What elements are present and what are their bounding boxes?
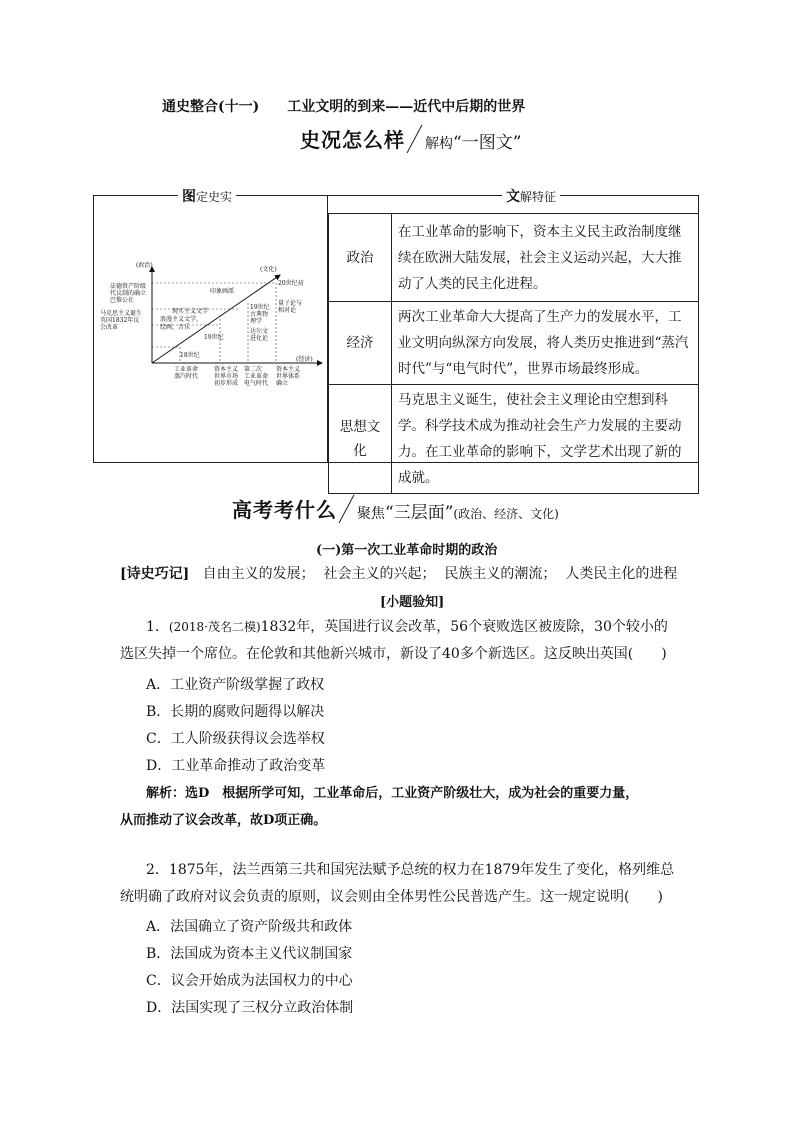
feature-row-politics	[329, 214, 699, 302]
question-1-stem-line1	[146, 614, 668, 641]
feature-row-culture	[329, 385, 699, 494]
section-heading: (一)第一次工业革命时期的政治	[316, 543, 498, 558]
economy-labels	[174, 365, 300, 387]
relativity-label-b: 相对论	[278, 307, 297, 314]
economy-label-4a: 资本主义	[276, 366, 301, 373]
banner2-subtitle-paren: (政治、经济、文化)	[453, 507, 559, 521]
mnemonic-item: 社会主义的兴起；	[323, 566, 436, 582]
mnemonic-item: 自由主义的发展；	[202, 566, 315, 582]
politics-label-1c: 巴黎公社	[110, 297, 135, 304]
c18-label: 18世纪	[180, 352, 200, 359]
left-section-rest: 定史实	[196, 190, 233, 204]
right-section-rest: 解特征	[520, 190, 557, 204]
left-section-lead: 图	[182, 189, 196, 205]
question-number: 1．	[146, 619, 169, 635]
question-2-option-d[interactable]: D．法国实现了三权分立政治体制	[146, 1000, 354, 1016]
politics-label-2c: 会改革	[100, 324, 119, 331]
question-1-stem-line2: 选区失掉一个席位。在伦敦和其他新兴城市，新设了40多个新选区。这反映出英国( )	[120, 646, 667, 662]
c20-label: 20世纪初	[278, 280, 304, 287]
course-title: 通史整合(十一) 工业文明的到来——近代中后期的世界	[162, 99, 526, 115]
history-diagram	[100, 255, 324, 395]
question-2-option-a[interactable]: A．法国确立了资产阶级共和政体	[146, 919, 353, 935]
banner-subtitle-emphasis: “一图文”	[453, 133, 522, 153]
banner-subtitle	[425, 128, 521, 153]
feature-table	[328, 213, 699, 494]
darwin-label-a: 达尔文	[250, 328, 269, 335]
question-number: 2．	[146, 862, 169, 878]
banner2-slash-divider	[339, 495, 355, 523]
c19-classical-label-a: 19世纪	[250, 304, 270, 311]
politics-axis-label: (政治)	[136, 262, 153, 269]
politics-label-1a: 法德资产阶级	[110, 283, 147, 290]
politics-label-2b: 英国1832年议	[100, 317, 140, 324]
right-section-title	[502, 186, 560, 206]
banner2-main-title: 高考考什么	[232, 498, 337, 522]
economy-axis-label: (经济)	[296, 356, 313, 363]
question-1-option-a[interactable]: A．工业资产阶级掌握了政权	[146, 677, 325, 693]
question-1-analysis-line2: 从而推动了议会改革，故D项正确。	[120, 813, 327, 828]
question-2-option-b[interactable]: B．法国成为资本主义代议制国家	[146, 946, 353, 962]
feature-text: 两次工业革命大大提高了生产力的发展水平，工业文明向纵深方向发展，将人类历史推进到“蒸汽时代”与“电气时代”，世界市场最终形成。	[392, 302, 699, 385]
question-2-stem-line1	[146, 857, 674, 884]
left-section-title	[178, 186, 236, 206]
mnemonic-line	[120, 561, 677, 588]
impressionism-label: 印象画派	[210, 288, 235, 295]
feature-category: 政治	[329, 214, 392, 302]
question-stem: 1832年，英国进行议会改革，56个衰败选区被废除，30个较小的	[260, 619, 668, 635]
right-section-lead: 文	[506, 189, 520, 205]
banner2-subtitle-emphasis: “三层面”	[385, 503, 454, 523]
feature-category: 经济	[329, 302, 392, 385]
feature-category: 思想文化	[329, 385, 392, 494]
politics-label-1b: 代议制的确立	[110, 290, 147, 297]
banner-section-2	[232, 494, 559, 523]
economy-label-3b: 工业革命	[244, 373, 269, 380]
economy-label-1a: 工业革命	[174, 366, 199, 373]
realism-label-b: 浪漫主义文学、	[160, 316, 203, 323]
relativity-label-a: 量子论与	[278, 300, 303, 307]
banner-slash-divider	[407, 125, 423, 153]
darwin-label-b: 进化论	[250, 335, 269, 342]
question-2-option-c[interactable]: C．议会开始成为法国权力的中心	[146, 973, 353, 989]
question-source: (2018·茂名二模)	[168, 620, 261, 634]
question-1-option-d[interactable]: D．工业革命推动了政治变革	[146, 758, 326, 774]
banner2-subtitle-prefix: 聚焦	[357, 506, 385, 522]
politics-label-2a: 马克思主义诞生	[100, 310, 143, 317]
c19-classical-label-c: 理学	[250, 318, 263, 325]
mnemonic-item: 民族主义的潮流；	[444, 566, 557, 582]
realism-label-a: 现实主义文学	[172, 308, 209, 315]
economy-label-2b: 世界市场	[214, 373, 239, 380]
economy-label-4b: 世界体系	[276, 373, 301, 380]
economy-label-2a: 资本主义	[214, 366, 239, 373]
banner-main-title: 史况怎么样	[300, 128, 405, 152]
feature-text: 马克思主义诞生，使社会主义理论由空想到科学。科学技术成为推动社会生产力发展的主要动力。在工业革命的影响下，文学艺术出现了新的成就。	[392, 385, 699, 494]
question-1-option-b[interactable]: B．长期的腐败问题得以解决	[146, 704, 325, 720]
culture-axis-label: (文化)	[260, 266, 277, 273]
economy-label-3c: 电气时代	[244, 380, 269, 387]
banner-section-1	[300, 124, 521, 153]
economy-label-4c: 确立	[276, 380, 289, 387]
c19-label: 19世纪	[204, 334, 224, 341]
question-1-option-c[interactable]: C．工人阶级获得议会选举权	[146, 731, 325, 747]
feature-row-economy	[329, 302, 699, 385]
economy-label-2c: 初步形成	[214, 380, 239, 387]
mnemonic-label: [诗史巧记]	[120, 566, 190, 582]
feature-text: 在工业革命的影响下，资本主义民主政治制度继续在欧洲大陆发展，社会主义运动兴起，大大推动了人类的民主化进程。	[392, 214, 699, 302]
realism-label-c: 绘画、音乐	[160, 324, 191, 331]
c19-classical-label-b: 古典物	[250, 311, 269, 318]
question-stem: 1875年，法兰西第三共和国宪法赋予总统的权力在1879年发生了变化，格列维总	[168, 862, 675, 878]
quiz-heading: [小题验知]	[380, 595, 445, 610]
question-1-analysis-line1: 解析：选D 根据所学可知，工业革命后，工业资产阶级壮大，成为社会的重要力量，	[146, 786, 639, 801]
economy-label-1b: 蒸汽时代	[174, 373, 199, 380]
economy-label-3a: 第二次	[244, 366, 263, 373]
politics-labels	[100, 282, 146, 331]
banner-subtitle-prefix: 解构	[425, 136, 453, 152]
question-2-stem-line2: 统明确了政府对议会负责的原则，议会则由全体男性公民普选产生。这一规定说明( )	[120, 889, 663, 905]
banner2-subtitle	[357, 498, 559, 523]
inner-labels	[160, 279, 304, 359]
mnemonic-item: 人类民主化的进程	[565, 566, 678, 582]
